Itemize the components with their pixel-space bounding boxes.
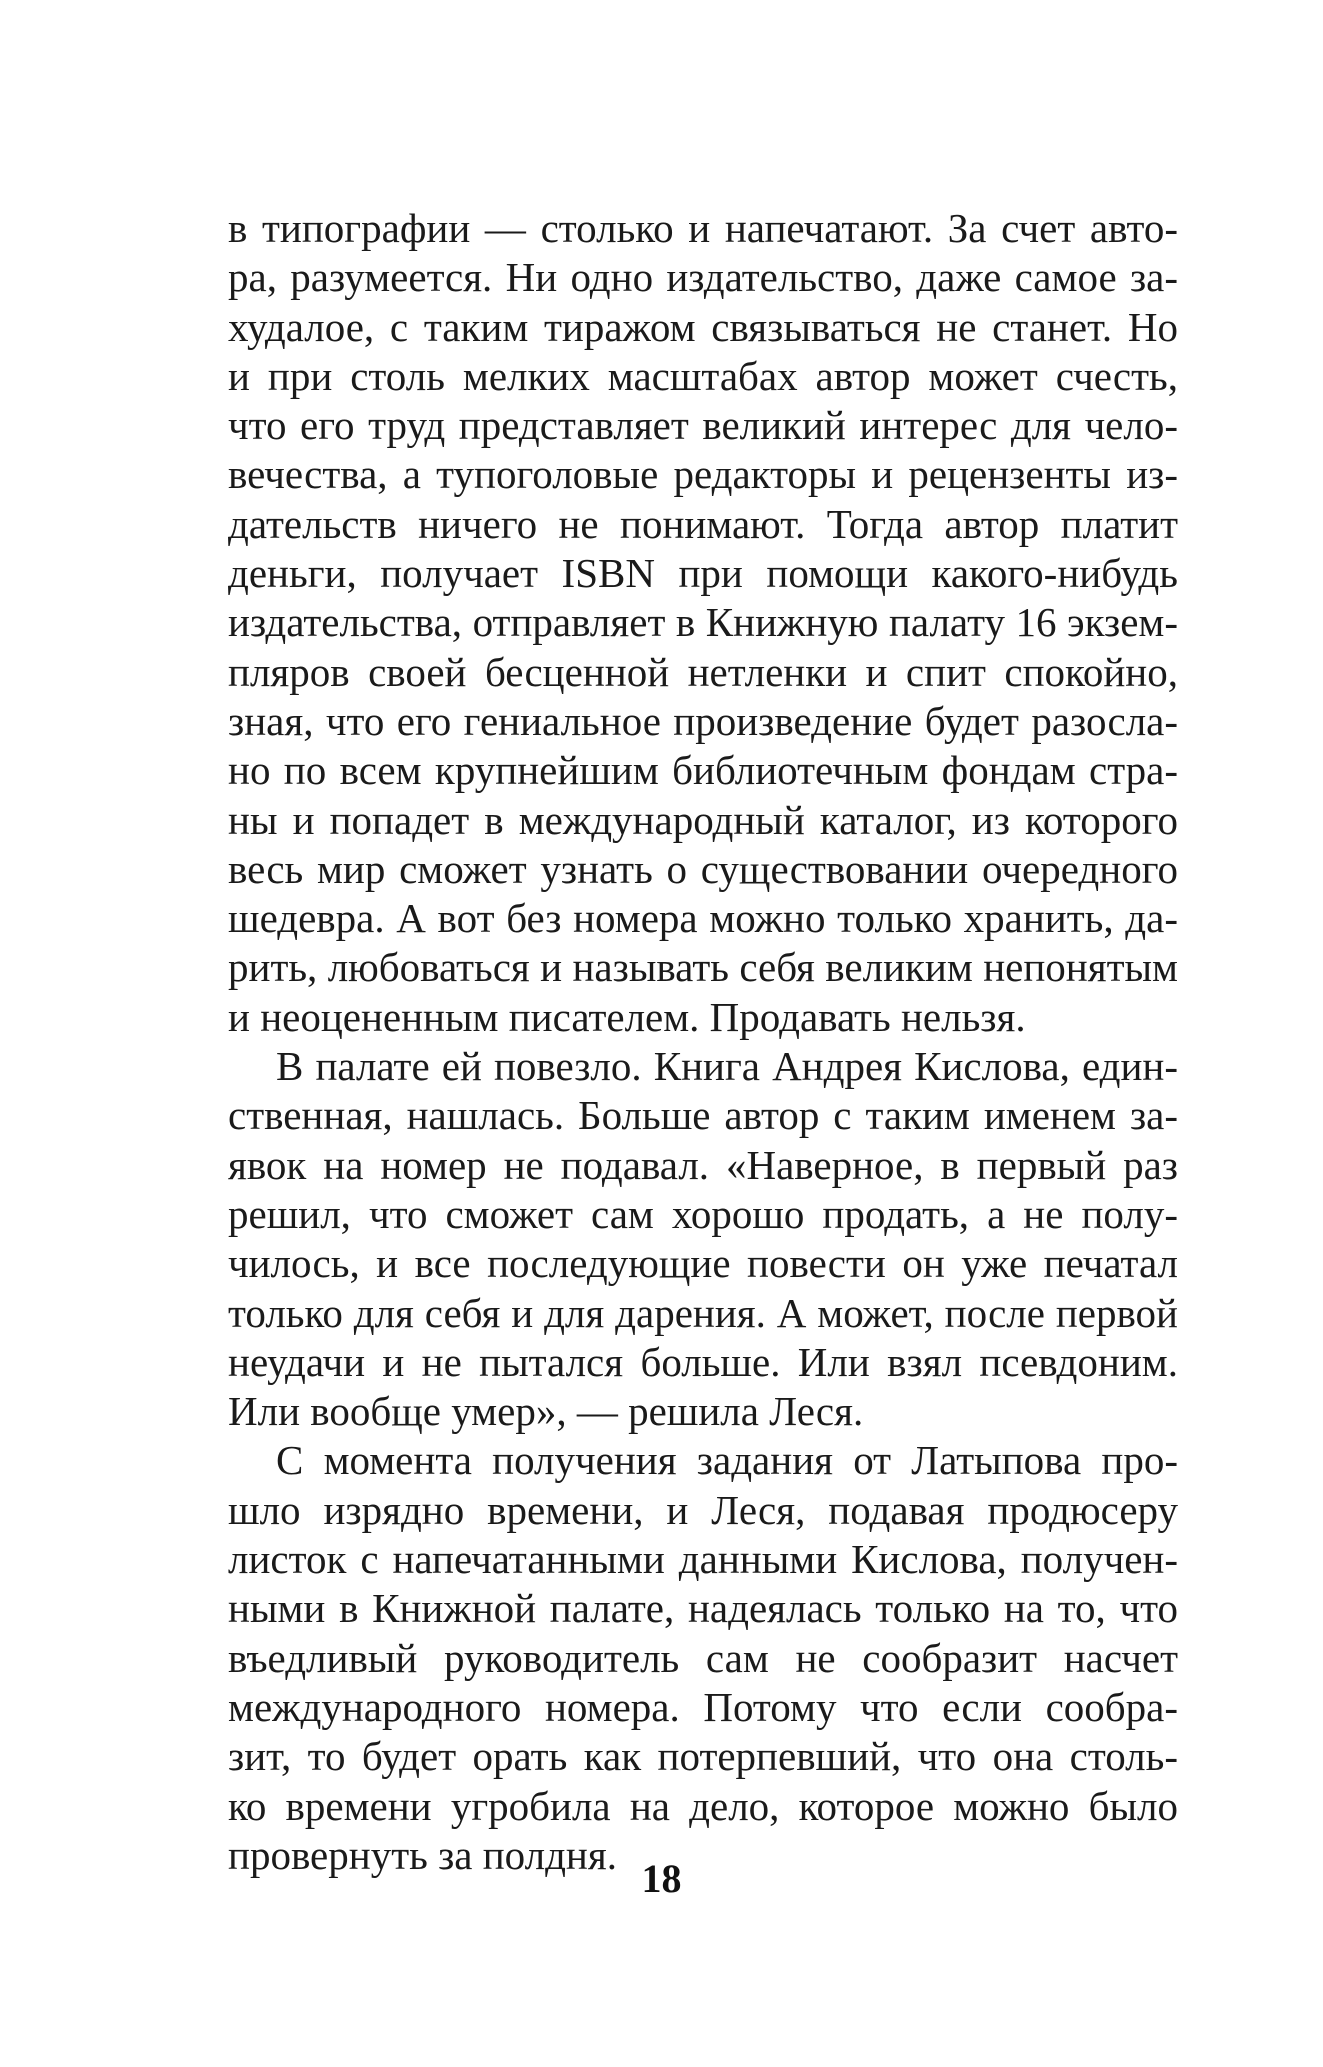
text-line: деньги, получает ISBN при помощи какого-нибудь	[228, 550, 1178, 597]
text-line: решил, что сможет сам хорошо продать, а не полу-	[228, 1190, 1178, 1237]
text-line: дательств ничего не понимают. Тогда автор платит	[228, 500, 1178, 547]
text-line: шедевра. А вот без номера можно только хранить, да-	[228, 895, 1178, 942]
text-line: весь мир сможет узнать о существовании очередного	[228, 845, 1178, 892]
text-line: зит, то будет орать как потерпевший, что она столь-	[228, 1733, 1178, 1780]
text-line: издательства, отправляет в Книжную палату 16 экзем-	[228, 599, 1178, 646]
text-line: и при столь мелких масштабах автор может счесть,	[228, 352, 1178, 399]
text-line: явок на номер не подавал. «Наверное, в первый раз	[228, 1141, 1178, 1188]
text-line: неудачи и не пытался больше. Или взял псевдоним.	[228, 1338, 1178, 1385]
paragraph	[228, 1436, 1178, 1880]
text-line: Или вообще умер», — решила Леся.	[228, 1388, 864, 1435]
text-line: ны и попадет в международный каталог, из которого	[228, 796, 1178, 843]
text-line: провернуть за полдня.	[228, 1831, 617, 1878]
text-line: чилось, и все последующие повести он уже печатал	[228, 1240, 1178, 1287]
text-line: въедливый руководитель сам не сообразит насчет	[228, 1634, 1178, 1681]
paragraph	[228, 204, 1178, 1042]
body-text	[228, 204, 1178, 1880]
text-line: что его труд представляет великий интерес для чело-	[228, 402, 1178, 449]
page-number: 18	[641, 1856, 682, 1901]
text-line: худалое, с таким тиражом связываться не станет. Но	[228, 303, 1178, 350]
text-line: в типографии — столько и напечатают. За счет авто-	[228, 205, 1178, 251]
text-line: шло изрядно времени, и Леся, подавая продюсеру	[228, 1486, 1178, 1533]
text-line: только для себя и для дарения. А может, после первой	[228, 1289, 1178, 1336]
text-line: вечества, а тупоголовые редакторы и рецензенты из-	[228, 451, 1178, 498]
text-line: ственная, нашлась. Больше автор с таким именем за-	[228, 1092, 1178, 1139]
text-line: но по всем крупнейшим библиотечным фондам стра-	[228, 747, 1178, 794]
text-line: международного номера. Потому что если сообра-	[228, 1683, 1178, 1730]
paragraph	[228, 1042, 1178, 1436]
text-line: ко времени угробила на дело, которое можно было	[228, 1782, 1178, 1829]
text-line: В палате ей повезло. Книга Андрея Кислова, един-	[276, 1043, 1178, 1090]
text-line: пляров своей бесценной нетленки и спит спокойно,	[228, 648, 1178, 695]
text-line: зная, что его гениальное произведение будет разосла-	[228, 697, 1178, 744]
text-line: С момента получения задания от Латыпова про-	[276, 1437, 1178, 1484]
text-line: ными в Книжной палате, надеялась только на то, что	[228, 1585, 1178, 1632]
text-line: и неоцененным писателем. Продавать нельзя.	[228, 993, 1026, 1040]
text-line: ра, разумеется. Ни одно издательство, даже самое за-	[228, 254, 1178, 301]
text-line: рить, любоваться и называть себя великим непонятым	[228, 944, 1178, 991]
text-line: листок с напечатанными данными Кислова, получен-	[228, 1536, 1178, 1583]
